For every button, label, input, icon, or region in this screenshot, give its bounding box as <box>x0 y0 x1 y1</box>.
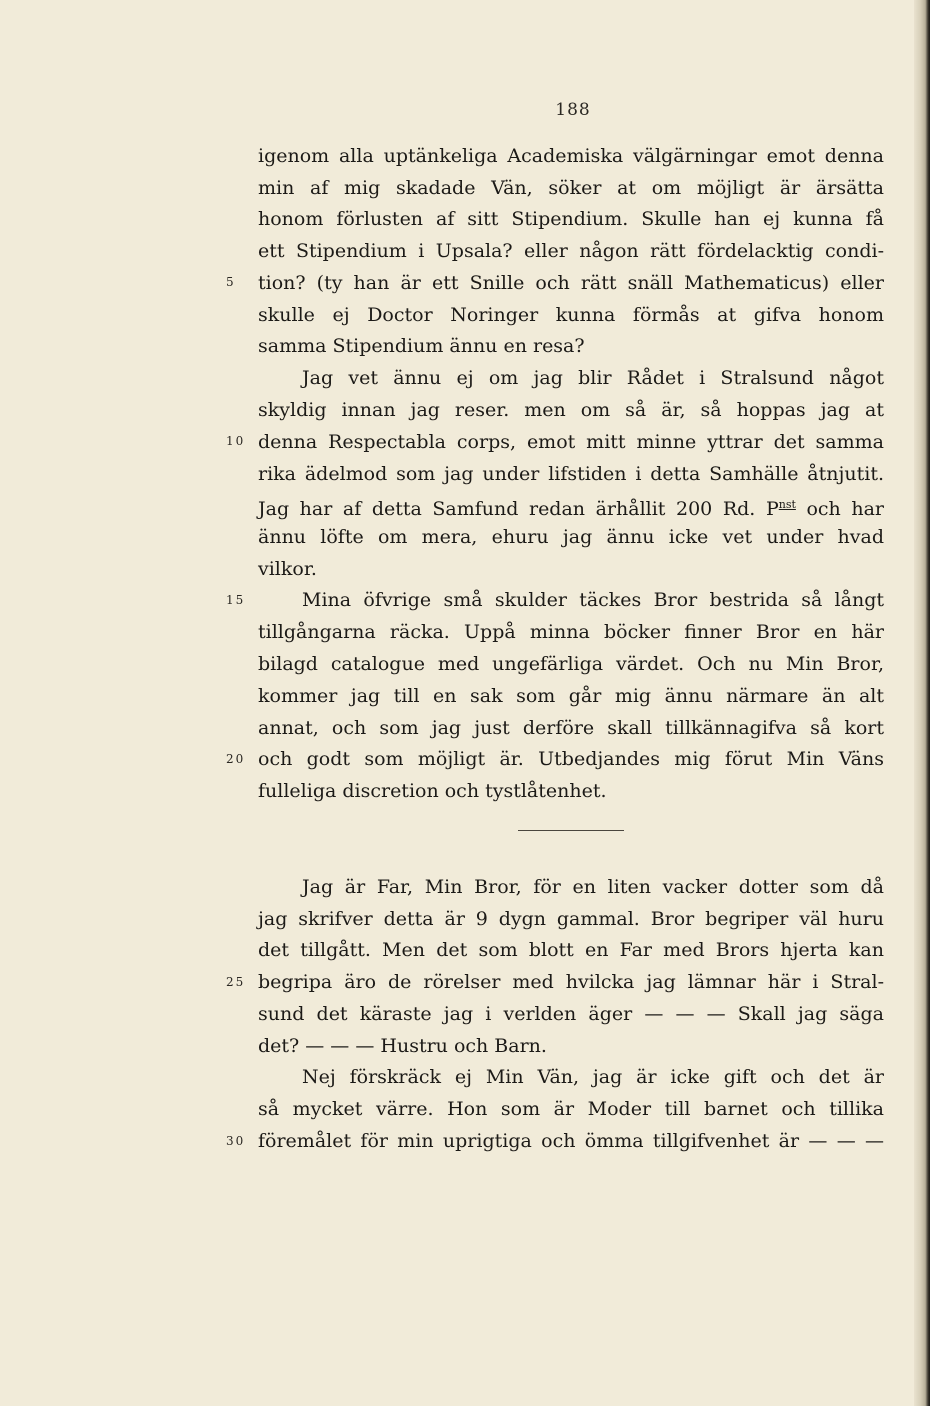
text-line: begripa äro de rörelser med hvilcka jag lämnar här i Stral- <box>258 971 884 993</box>
section-separator-rule <box>518 830 624 831</box>
text-line: kommer jag till en sak som går mig ännu närmare än alt <box>258 685 884 707</box>
line-number-30: 30 <box>226 1134 246 1148</box>
text-line: jag skrifver detta är 9 dygn gammal. Bror begriper väl huru <box>258 908 884 930</box>
text-line: skyldig innan jag reser. men om så är, så hoppas jag at <box>258 399 884 421</box>
text-line: det tillgått. Men det som blott en Far med Brors hjerta kan <box>258 939 884 961</box>
text-line: ett Stipendium i Upsala? eller någon rätt fördelacktig condi- <box>258 240 884 262</box>
text-line: denna Respectabla corps, emot mitt minne yttrar det samma <box>258 431 884 453</box>
text-line: Jag är Far, Min Bror, för en liten vacker dotter som då <box>302 876 884 898</box>
text-line: honom förlusten af sitt Stipendium. Skulle han ej kunna få <box>258 208 884 230</box>
text-line-with-abbreviation <box>258 489 884 521</box>
text-segment: och har <box>806 498 884 520</box>
text-line: sund det käraste jag i verlden äger — — — Skall jag säga <box>258 1003 884 1025</box>
text-line: bilagd catalogue med ungefärliga värdet. Och nu Min Bror, <box>258 653 884 675</box>
text-line: min af mig skadade Vän, söker at om möjligt är ärsätta <box>258 177 884 199</box>
page-number: 188 <box>555 100 591 120</box>
text-line: tion? (ty han är ett Snille och rätt snäll Mathematicus) eller <box>258 272 884 294</box>
text-line: vilkor. <box>258 558 317 580</box>
page-edge-shadow <box>914 0 930 1406</box>
text-line: och godt som möjligt är. Utbedjandes mig förut Min Väns <box>258 748 884 770</box>
abbreviation-pnst <box>766 498 796 520</box>
line-number-15: 15 <box>226 593 246 607</box>
text-line: fulleliga discretion och tystlåtenhet. <box>258 780 607 802</box>
abbreviation-superscript: nst <box>778 498 796 511</box>
text-line: igenom alla uptänkeliga Academiska välgärningar emot denna <box>258 145 884 167</box>
text-line: ännu löfte om mera, ehuru jag ännu icke vet under hvad <box>258 526 884 548</box>
text-segment: Jag har af detta Samfund redan ärhållit 200 Rd. <box>258 498 756 520</box>
line-number-10: 10 <box>226 434 246 448</box>
text-line: Jag vet ännu ej om jag blir Rådet i Stralsund något <box>302 367 884 389</box>
text-line: annat, och som jag just derföre skall tillkännagifva så kort <box>258 717 884 739</box>
text-line: så mycket värre. Hon som är Moder till barnet och tillika <box>258 1098 884 1120</box>
text-line: skulle ej Doctor Noringer kunna förmås at gifva honom <box>258 304 884 326</box>
text-line: rika ädelmod som jag under lifstiden i detta Samhälle åtnjutit. <box>258 463 884 485</box>
text-line: föremålet för min uprigtiga och ömma tillgifvenhet är — — — <box>258 1130 884 1152</box>
text-line: Nej förskräck ej Min Vän, jag är icke gift och det är <box>302 1066 884 1088</box>
text-line: det? — — — Hustru och Barn. <box>258 1035 547 1057</box>
line-number-5: 5 <box>226 275 236 289</box>
line-number-20: 20 <box>226 752 246 766</box>
abbreviation-base: P <box>765 498 779 520</box>
text-line: tillgångarna räcka. Uppå minna böcker finner Bror en här <box>258 621 884 643</box>
line-number-25: 25 <box>226 975 246 989</box>
text-line: Mina öfvrige små skulder täckes Bror bestrida så långt <box>302 589 884 611</box>
text-line: samma Stipendium ännu en resa? <box>258 335 585 357</box>
